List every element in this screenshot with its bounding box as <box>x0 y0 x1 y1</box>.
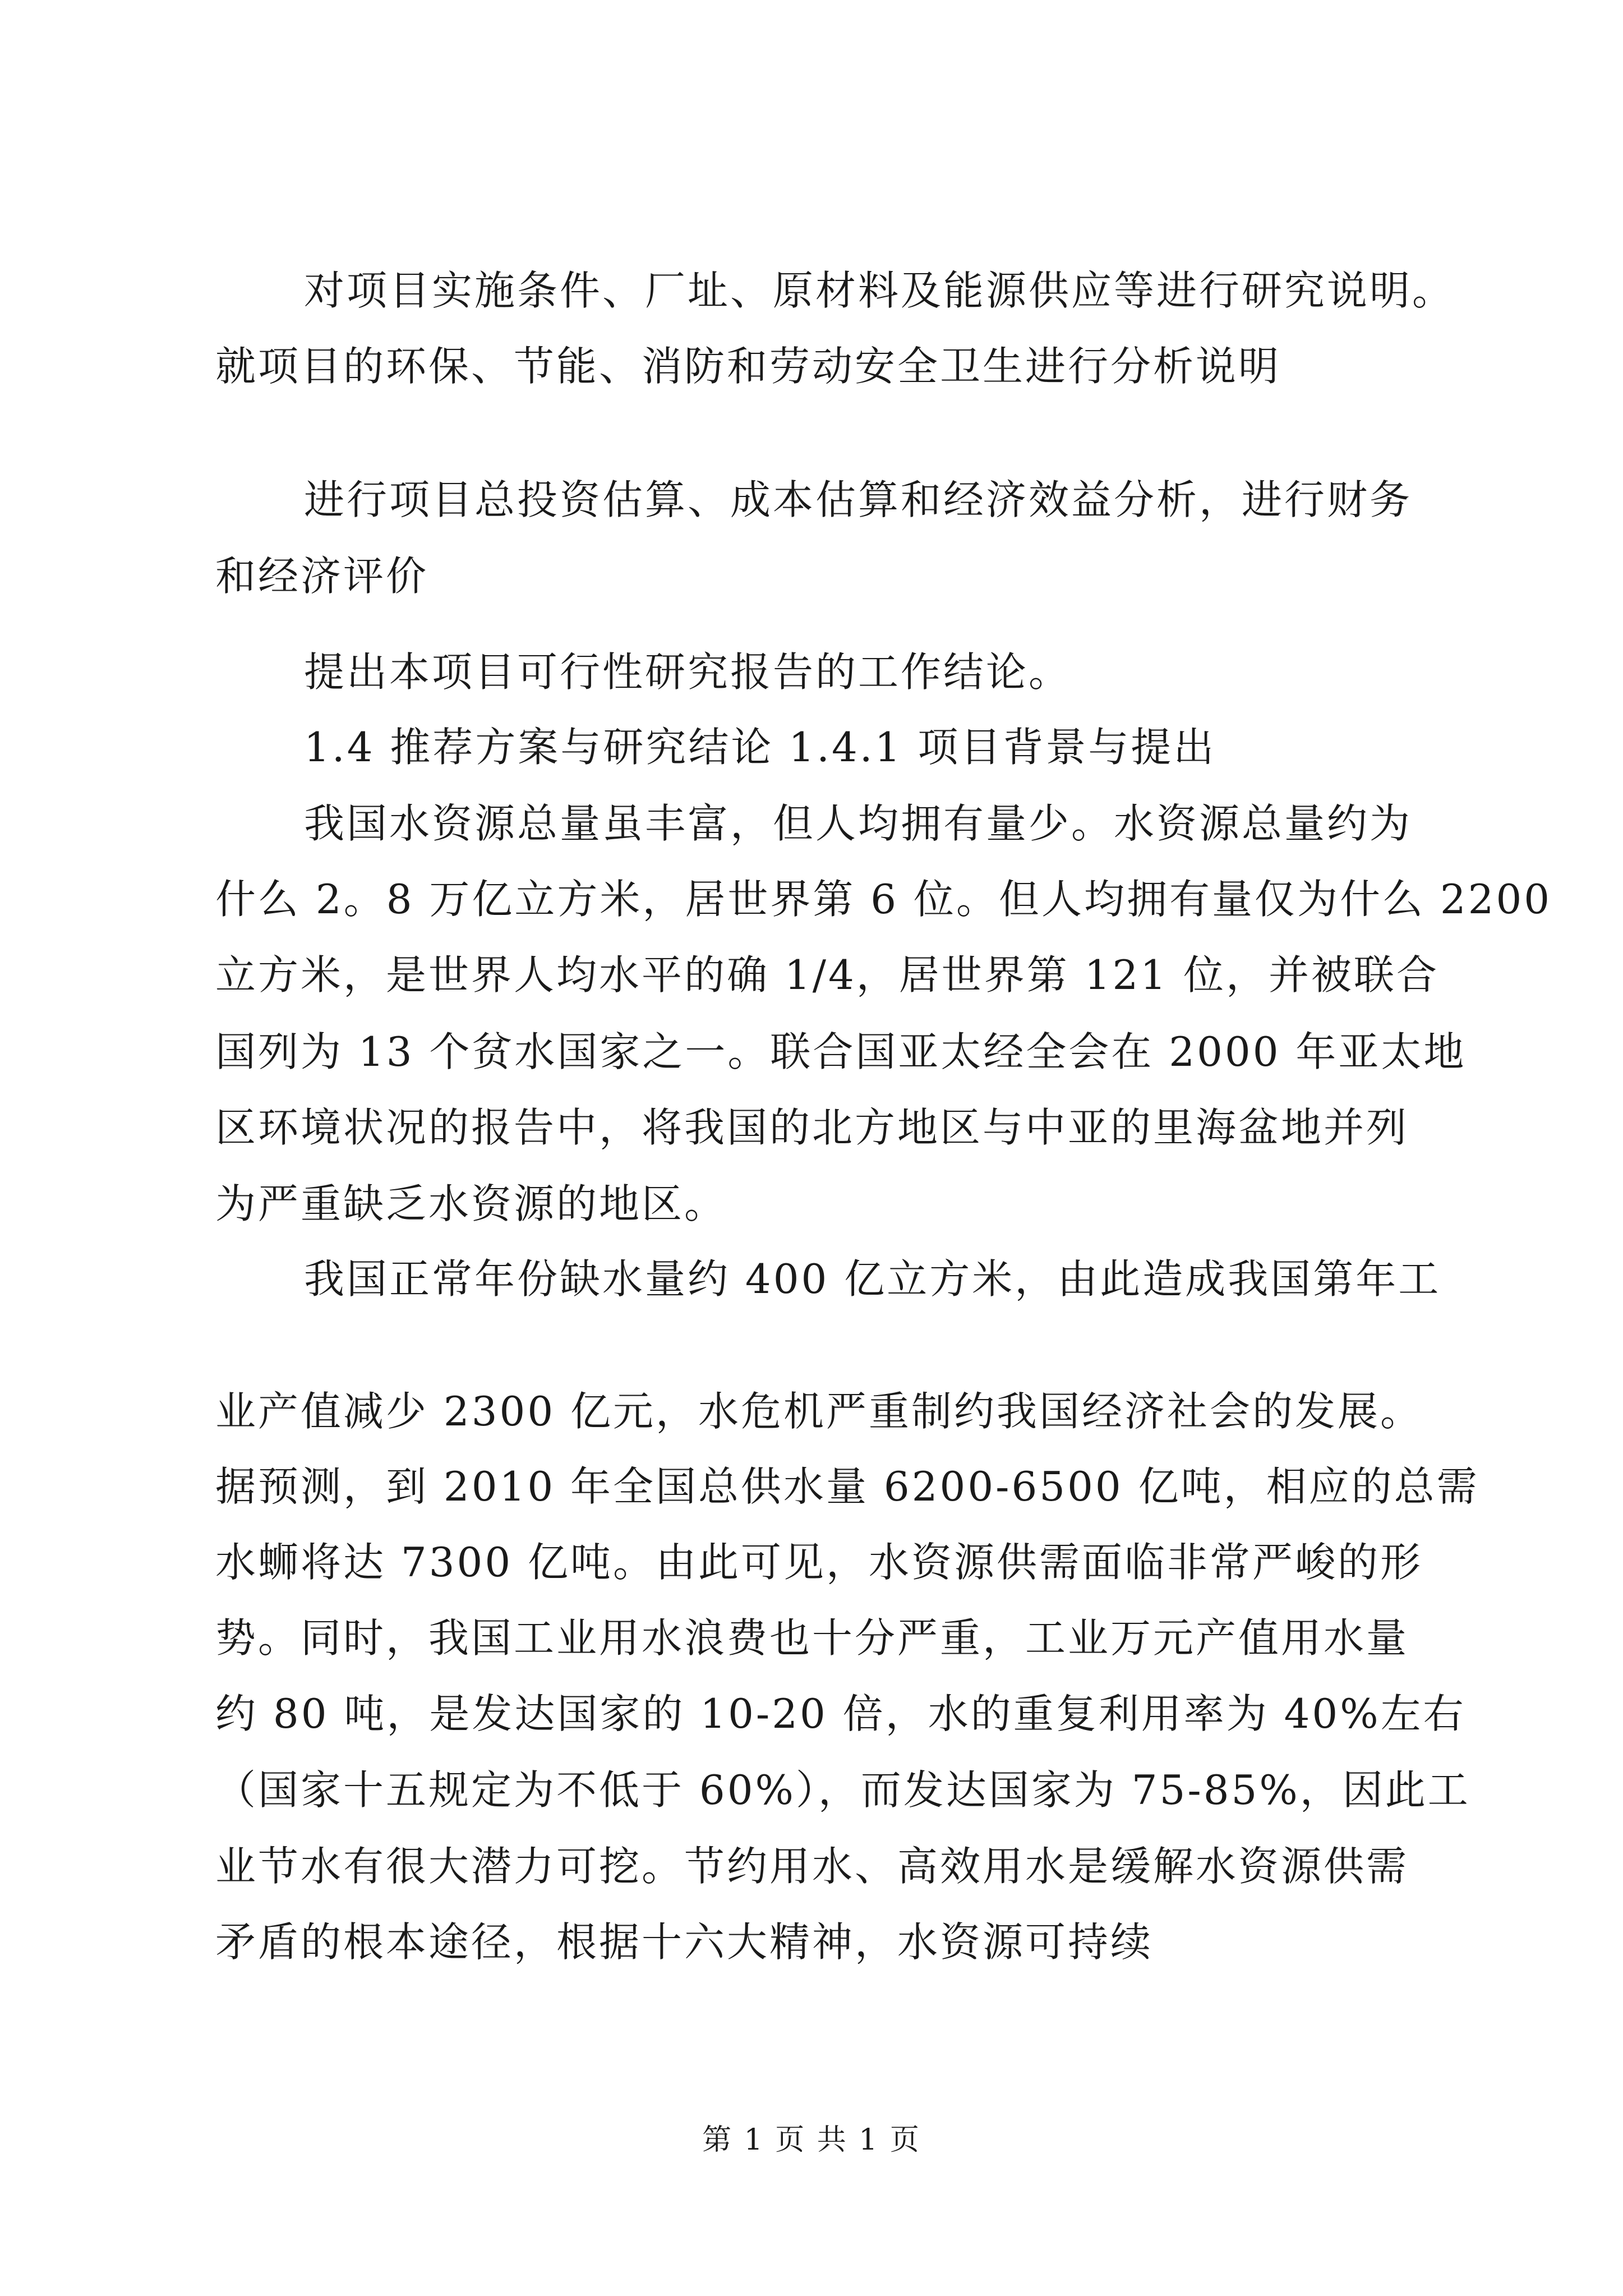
text-line: 水蛳将达 7300 亿吨。由此可见，水资源供需面临非常严峻的形 <box>215 1539 1423 1586</box>
text-line: 立方米，是世界人均水平的确 1/4，居世界第 121 位，并被联合 <box>215 951 1439 999</box>
text-line: 约 80 吨，是发达国家的 10-20 倍，水的重复利用率为 40%左右 <box>215 1690 1466 1737</box>
text-line: 国列为 13 个贫水国家之一。联合国亚太经全会在 2000 年亚太地 <box>215 1028 1467 1075</box>
text-line: 我国正常年份缺水量约 400 亿立方米，由此造成我国第年工 <box>304 1255 1441 1303</box>
text-line: 提出本项目可行性研究报告的工作结论。 <box>304 648 1072 696</box>
text-line: 区环境状况的报告中，将我国的北方地区与中亚的里海盆地并列 <box>215 1104 1409 1151</box>
text-line: 什么 2。8 万亿立方米，居世界第 6 位。但人均拥有量仅为什么 2200 <box>215 876 1552 923</box>
section-heading: 1.4 推荐方案与研究结论 1.4.1 项目背景与提出 <box>304 724 1216 771</box>
page-footer: 第 1 页 共 1 页 <box>702 2123 921 2157</box>
text-line: 势。同时，我国工业用水浪费也十分严重，工业万元产值用水量 <box>215 1614 1409 1662</box>
text-line: 我国水资源总量虽丰富，但人均拥有量少。水资源总量约为 <box>304 800 1413 847</box>
text-line: 矛盾的根本途径，根据十六大精神，水资源可持续 <box>215 1918 1154 1966</box>
text-line: 为严重缺乏水资源的地区。 <box>215 1180 727 1227</box>
text-line: 对项目实施条件、厂址、原材料及能源供应等进行研究说明。 <box>304 267 1455 314</box>
text-line: 就项目的环保、节能、消防和劳动安全卫生进行分析说明 <box>215 343 1281 390</box>
text-line: 业节水有很大潜力可挖。节约用水、高效用水是缓解水资源供需 <box>215 1843 1409 1890</box>
text-line: 据预测，到 2010 年全国总供水量 6200-6500 亿吨，相应的总需 <box>215 1463 1479 1510</box>
text-line: 进行项目总投资估算、成本估算和经济效益分析，进行财务 <box>304 476 1413 523</box>
text-line: （国家十五规定为不低于 60%），而发达国家为 75-85%，因此工 <box>215 1766 1470 1814</box>
text-line: 和经济评价 <box>215 553 429 600</box>
text-line: 业产值减少 2300 亿元，水危机严重制约我国经济社会的发展。 <box>215 1388 1423 1435</box>
